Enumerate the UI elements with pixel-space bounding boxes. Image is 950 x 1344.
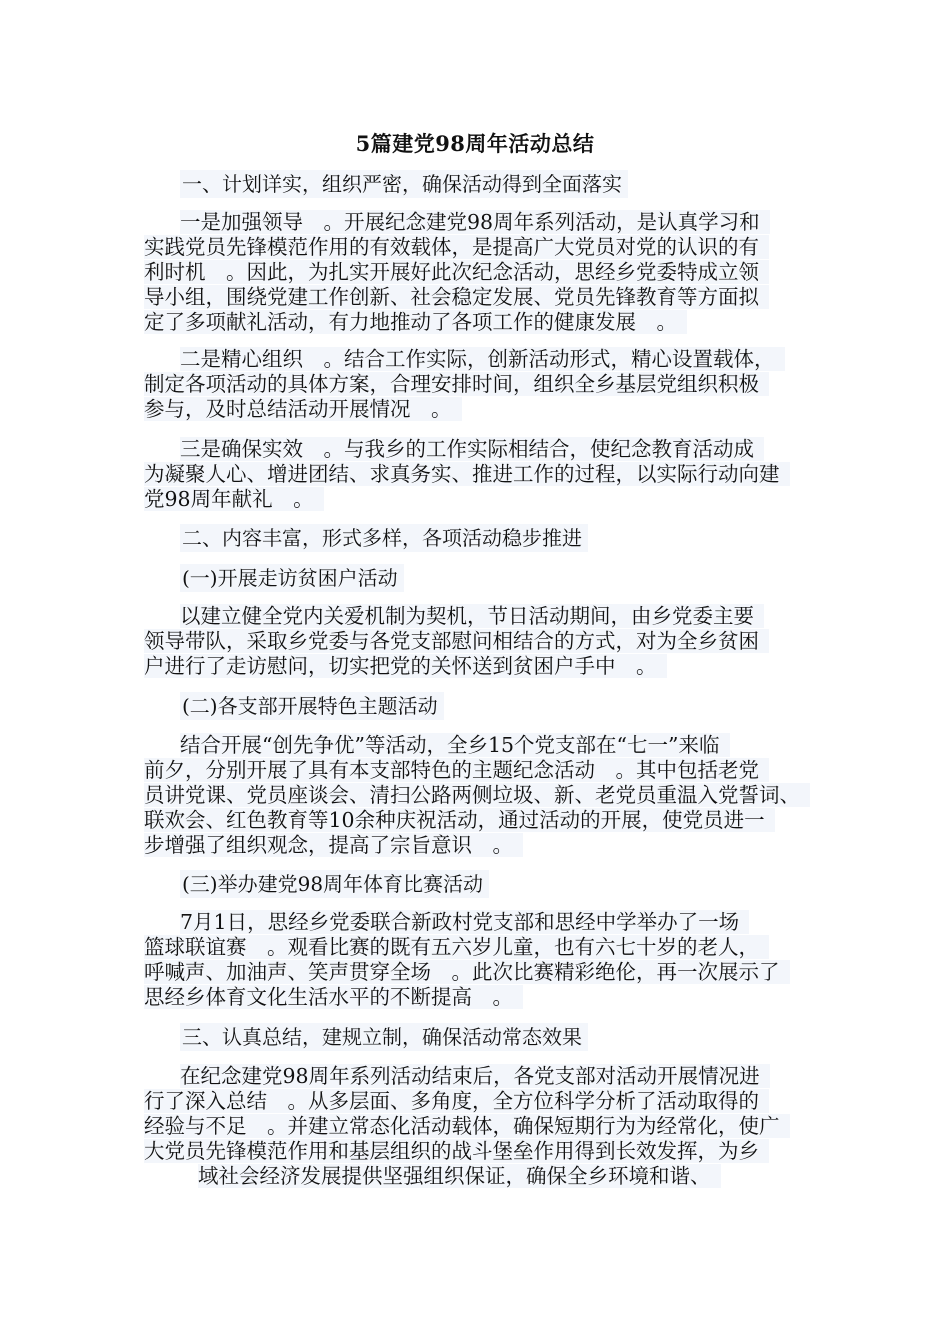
text-line: 为凝聚人心、增进团结、求真务实、推进工作的过程，以实际行动向建 [144,462,790,486]
text-line: 前夕，分别开展了具有本支部特色的主题纪念活动 。其中包括老党 [144,758,769,782]
text-line: 7月1日，思经乡党委联合新政村党支部和思经中学举办了一场 [180,910,749,934]
paragraph-sports [144,910,812,1010]
text-line: 呼喊声、加油声、笑声贯穿全场 。此次比赛精彩绝伦，再一次展示了 [144,960,790,984]
paragraph-leadership [144,210,812,335]
text-line: 大党员先锋模范作用和基层组织的战斗堡垒作用得到长效发挥，为乡 [144,1139,769,1163]
text-line: 步增强了组织观念，提高了宗旨意识 。 [144,833,523,857]
text-line: 参与，及时总结活动开展情况 。 [144,397,462,421]
paragraph-organization [144,347,812,422]
text-line: 经验与不足 。并建立常态化活动载体，确保短期行为为经常化，使广 [144,1114,790,1138]
text-line: 领导带队，采取乡党委与各党支部慰问相结合的方式，对为全乡贫困 [144,629,769,653]
text-line: 户进行了走访慰问，切实把党的关怀送到贫困户手中 。 [144,654,667,678]
text-line: 行了深入总结 。从多层面、多角度，全方位科学分析了活动取得的 [144,1089,769,1113]
paragraph-visits [144,604,812,679]
subsection-heading-1: (一)开展走访贫困户活动 [180,564,404,592]
text-line: 一是加强领导 。开展纪念建党98周年系列活动，是认真学习和 [180,210,770,234]
text-line: 员讲党课、党员座谈会、清扫公路两侧垃圾、新、老党员重温入党誓词、 [144,783,810,807]
subsection-heading-3: (三)举办建党98周年体育比赛活动 [180,870,489,898]
paragraph-effectiveness [144,437,812,512]
text-line: 三是确保实效 。与我乡的工作实际相结合，使纪念教育活动成 [180,437,764,461]
text-line: 域社会经济发展提供坚强组织保证，确保全乡环境和谐、 [198,1164,721,1188]
text-line: 定了多项献礼活动，有力地推动了各项工作的健康发展 。 [144,310,687,334]
text-line: 实践党员先锋模范作用的有效载体，是提高广大党员对党的认识的有 [144,235,769,259]
text-line: 篮球联谊赛 。观看比赛的既有五六岁儿童，也有六七十岁的老人， [144,935,769,959]
text-line: 结合开展“创先争优”等活动，全乡15个党支部在“七一”来临 [180,733,730,757]
text-line: 利时机 。因此，为扎实开展好此次纪念活动，思经乡党委特成立领 [144,260,769,284]
paragraph-theme-activities [144,733,812,858]
text-line: 在纪念建党98周年系列活动结束后，各党支部对活动开展情况进 [180,1064,770,1088]
document-title: 5篇建党98周年活动总结 [355,131,595,156]
section-heading-1: 一、计划详实，组织严密，确保活动得到全面落实 [180,170,628,198]
section-heading-3: 三、认真总结，建规立制，确保活动常态效果 [180,1023,588,1051]
paragraph-summary [144,1064,812,1189]
text-line: 以建立健全党内关爱机制为契机，节日活动期间，由乡党委主要 [180,604,764,628]
section-heading-2: 二、内容丰富，形式多样，各项活动稳步推进 [180,524,588,552]
text-line: 党98周年献礼 。 [144,487,324,511]
text-line: 二是精心组织 。结合工作实际，创新活动形式，精心设置载体， [180,347,785,371]
text-line: 思经乡体育文化生活水平的不断提高 。 [144,985,523,1009]
subsection-heading-2: (二)各支部开展特色主题活动 [180,692,444,720]
text-line: 导小组，围绕党建工作创新、社会稳定发展、党员先锋教育等方面拟 [144,285,769,309]
text-line: 联欢会、红色教育等10余种庆祝活动，通过活动的开展，使党员进一 [144,808,775,832]
text-line: 制定各项活动的具体方案，合理安排时间，组织全乡基层党组织积极 [144,372,769,396]
